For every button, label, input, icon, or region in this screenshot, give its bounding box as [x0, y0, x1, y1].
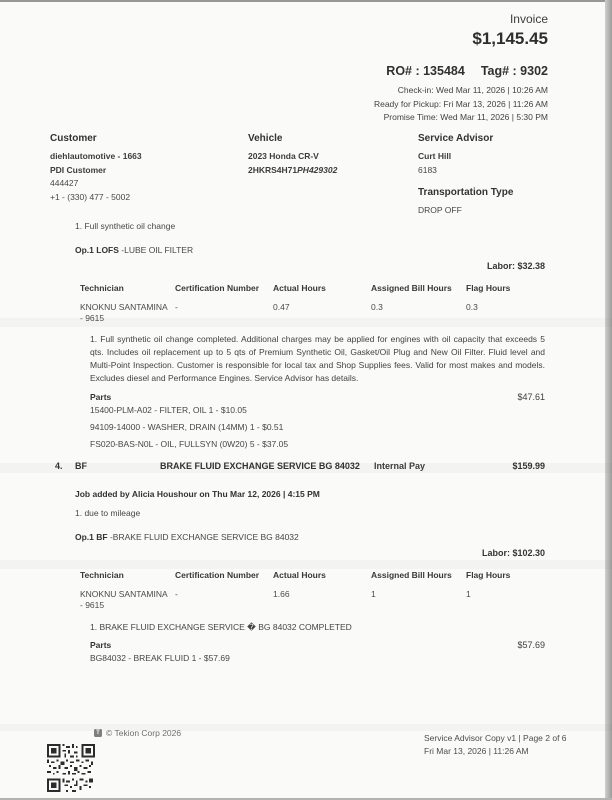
op-line — [75, 532, 545, 542]
job-concern: 1. Full synthetic oil change — [75, 221, 176, 231]
parts-label: Parts — [90, 392, 112, 402]
job-brake-fluid-header — [55, 461, 545, 471]
customer-type: PDI Customer — [50, 164, 107, 175]
certification-number: - — [175, 302, 178, 312]
column-header-certification-number: Certification Number — [175, 570, 260, 580]
job-price: $159.99 — [512, 461, 545, 471]
technician-name: KNOKNU SANTAMINA - 9615 — [80, 302, 168, 323]
job-oil-change — [75, 220, 545, 453]
job-op-code: BF — [75, 461, 87, 471]
ro-number: RO# : 135484 — [386, 64, 465, 78]
labor-amount: Labor: $32.38 — [486, 261, 545, 271]
parts-label: Parts — [90, 640, 112, 650]
advisor-section — [418, 133, 549, 218]
customer-id: 444427 — [50, 178, 79, 188]
column-header-technician: Technician — [80, 283, 124, 293]
column-header-actual-hours: Actual Hours — [273, 283, 326, 293]
scan-edge-right — [605, 0, 612, 800]
transportation-section — [418, 187, 549, 218]
job-story: 1. Full synthetic oil change completed. Additional charges may be applied for engines with oil capacity that exceeds 5 qts. Includes oil replacement up to 5 qts of Premium Synthetic Oil, Gasket/Oil Plug and New Oil Filter. Fluid level and Multi-Point Inspection. Customer is responsible for local tax and Shop Supplies fees. Valid for most makes and models. Excludes diesel and Performance Engines. Service Advisor has details. — [90, 334, 545, 383]
column-header-flag-hours: Flag Hours — [466, 283, 511, 293]
job-title: BRAKE FLUID EXCHANGE SERVICE BG 84032 — [160, 461, 360, 471]
flag-hours: 1 — [466, 589, 471, 599]
print-time: Fri Mar 13, 2026 | 11:26 AM — [424, 746, 529, 756]
part-line: 94109-14000 - WASHER, DRAIN (14MM) 1 - $0.51 — [90, 422, 284, 432]
tag-number: Tag# : 9302 — [480, 64, 548, 78]
technician-table — [70, 570, 545, 610]
op-description: -LUBE OIL FILTER — [121, 245, 194, 255]
copyright-text: © Tekion Corp 2026 — [106, 728, 182, 738]
certification-number: - — [175, 589, 178, 599]
assigned-bill-hours: 0.3 — [371, 302, 383, 312]
job-concern: 1. due to mileage — [75, 508, 141, 518]
invoice-total: $1,145.45 — [472, 29, 548, 48]
column-header-certification-number: Certification Number — [175, 283, 260, 293]
op-code: Op.1 BF — [75, 532, 108, 542]
job-number: 4. — [55, 461, 63, 471]
qr-code — [46, 744, 96, 792]
technician-table — [70, 283, 545, 323]
technician-name: KNOKNU SANTAMINA - 9615 — [80, 589, 168, 610]
copyright-row — [94, 728, 181, 738]
transportation-value: DROP OFF — [418, 205, 462, 215]
completed-note: 1. BRAKE FLUID EXCHANGE SERVICE � BG 84032 COMPLETED — [90, 622, 352, 632]
actual-hours: 0.47 — [273, 302, 290, 312]
part-line: 15400-PLM-A02 - FILTER, OIL 1 - $10.05 — [90, 405, 247, 415]
advisor-heading: Service Advisor — [418, 133, 494, 144]
scan-streak — [0, 724, 612, 731]
vehicle-vin: 2HKRS4H71PH429302 — [248, 164, 338, 175]
part-line: FS020-BAS-N0L - OIL, FULLSYN (0W20) 5 - $37.05 — [90, 439, 289, 449]
customer-phone: +1 - (330) 477 - 5002 — [50, 191, 131, 202]
scan-edge-top — [0, 0, 612, 2]
party-info-row — [50, 133, 549, 218]
column-header-technician: Technician — [80, 570, 124, 580]
invoice-label: Invoice — [509, 12, 548, 26]
parts-header-row — [90, 392, 545, 402]
vehicle-section — [248, 133, 418, 218]
parts-total: $47.61 — [517, 392, 545, 402]
advisor-id: 6183 — [418, 164, 437, 175]
job-pay-type: Internal Pay — [374, 461, 426, 471]
footer-page-info — [424, 732, 567, 758]
parts-total: $57.69 — [517, 640, 545, 650]
advisor-name: Curt Hill — [418, 151, 452, 161]
assigned-bill-hours: 1 — [371, 589, 376, 599]
checkin-line: Check-in: Wed Mar 11, 2026 | 10:26 AM — [397, 85, 548, 95]
copy-info: Service Advisor Copy v1 | Page 2 of 6 — [424, 733, 567, 743]
customer-heading: Customer — [50, 133, 97, 144]
invoice-header — [374, 12, 548, 125]
column-header-assigned-bill-hours: Assigned Bill Hours — [371, 570, 452, 580]
flag-hours: 0.3 — [466, 302, 478, 312]
customer-name: diehlautomotive - 1663 — [50, 151, 142, 161]
tekion-logo-icon: T — [94, 729, 102, 737]
parts-header-row — [90, 640, 545, 650]
job-brake-fluid — [75, 488, 545, 667]
vehicle-heading: Vehicle — [248, 133, 283, 144]
promise-time-line: Promise Time: Wed Mar 11, 2026 | 5:30 PM — [383, 112, 548, 122]
column-header-flag-hours: Flag Hours — [466, 570, 511, 580]
op-description: -BRAKE FLUID EXCHANGE SERVICE BG 84032 — [109, 532, 299, 542]
transportation-heading: Transportation Type — [418, 187, 514, 198]
labor-amount: Labor: $102.30 — [481, 548, 545, 558]
op-line — [75, 245, 545, 255]
ready-for-pickup-line: Ready for Pickup: Fri Mar 13, 2026 | 11:26 AM — [373, 98, 548, 109]
customer-section — [50, 133, 248, 218]
actual-hours: 1.66 — [273, 589, 290, 599]
job-added-line: Job added by Alicia Houshour on Thu Mar 12, 2026 | 4:15 PM — [75, 489, 320, 499]
vehicle-model: 2023 Honda CR-V — [248, 151, 319, 161]
column-header-assigned-bill-hours: Assigned Bill Hours — [371, 283, 452, 293]
column-header-actual-hours: Actual Hours — [273, 570, 326, 580]
part-line: BG84032 - BREAK FLUID 1 - $57.69 — [90, 653, 230, 663]
op-code: Op.1 LOFS — [75, 245, 119, 255]
